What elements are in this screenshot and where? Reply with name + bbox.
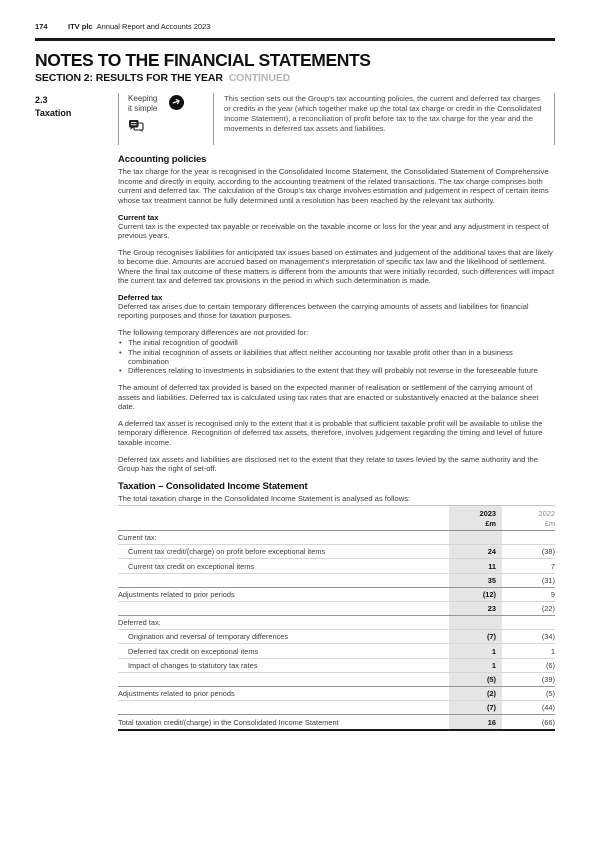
deferred-tax-p3: A deferred tax asset is recognised only to the extent that it is probable that sufficient taxable profit will be available to utilise the temporary difference. Recognition of deferred tax assets, therefore, involves judgement regarding the timing and level of future taxable income. xyxy=(118,419,543,447)
keeping-line2: it simple xyxy=(128,104,158,114)
table-row xyxy=(118,658,555,672)
running-header xyxy=(35,22,555,31)
table-row xyxy=(118,630,555,644)
header-label-cell xyxy=(118,506,449,531)
deferred-tax-heading: Deferred tax xyxy=(118,292,163,302)
deferred-tax-p4: Deferred tax assets and liabilities are disclosed net to the extent that they relate to taxes levied by the same authority and the Group has the right of set-off. xyxy=(118,454,539,474)
table-cell-2022: 7 xyxy=(502,559,555,573)
table-cell-2022 xyxy=(502,530,555,544)
table-cell-label xyxy=(118,573,449,587)
table-cell-2023: (7) xyxy=(449,630,502,644)
table-cell-label xyxy=(118,672,449,686)
note-summary: This section sets out the Group's tax accounting policies, the current and deferred tax charges or credits in the year (which together make up the total tax charge or credit in the Consolidated Income Statement), a reconciliation of profit before tax to the tax charge for the year and the movements in deferred tax assets and liabilities. xyxy=(213,93,555,145)
table-cell-label: Total taxation credit/(charge) in the Consolidated Income Statement xyxy=(118,715,449,730)
table-cell-2022: (31) xyxy=(502,573,555,587)
unit-2022: £m xyxy=(544,518,555,528)
continued-label: CONTINUED xyxy=(228,72,291,85)
table-cell-2022: (22) xyxy=(502,601,555,615)
note-number: 2.3 xyxy=(35,95,48,106)
table-cell-2022 xyxy=(502,616,555,630)
arrow-right-icon xyxy=(167,93,186,112)
section-subtitle xyxy=(35,72,555,84)
table-row xyxy=(118,545,555,559)
table-cell-2022: (44) xyxy=(502,701,555,715)
bullet-item: • The initial recognition of assets or liabilities that affect neither accounting nor taxable profit other than in a business combination xyxy=(118,348,555,367)
tax-table-body xyxy=(118,530,555,729)
current-tax-p2: The Group recognises liabilities for anticipated tax issues based on estimates and judgement of the additional taxes that are likely to become due. Amounts are accrued based on management's interpretation of specific tax law and the likelihood of settlement. Where the final tax outcome of these matters is different from the amounts that were initially recorded, such differences will impact the current tax and deferred tax provisions in the period in which such determination is made. xyxy=(118,247,555,286)
table-cell-2023 xyxy=(449,530,502,544)
table-cell-2023 xyxy=(449,616,502,630)
table-cell-label: Deferred tax credit on exceptional items xyxy=(118,644,449,658)
table-row xyxy=(118,687,555,701)
table-cell-2023: 24 xyxy=(449,545,502,559)
table-row xyxy=(118,715,555,730)
table-row xyxy=(118,701,555,715)
deferred-tax-p2: The amount of deferred tax provided is based on the expected manner of realisation or settlement of the carrying amount of assets and liabilities. Deferred tax is calculated using tax rates that are enacted or substantively enacted at the balance sheet date. xyxy=(118,383,539,412)
note-id xyxy=(35,93,118,145)
table-row xyxy=(118,616,555,630)
table-row xyxy=(118,573,555,587)
accounting-policies-heading: Accounting policies xyxy=(118,154,207,166)
table-cell-2023: (2) xyxy=(449,687,502,701)
page-number: 174 xyxy=(35,22,48,31)
body-column xyxy=(118,154,555,730)
page-title: NOTES TO THE FINANCIAL STATEMENTS xyxy=(35,50,371,70)
table-cell-label xyxy=(118,701,449,715)
bullet-item: • The initial recognition of goodwill xyxy=(118,338,555,347)
arrow-glyph: ➔ xyxy=(170,95,183,110)
table-row xyxy=(118,587,555,601)
table-cell-2023: 11 xyxy=(449,559,502,573)
table-header-row xyxy=(118,506,555,531)
table-cell-label: Current tax credit/(charge) on profit before exceptional items xyxy=(118,545,449,559)
current-tax-p1: Current tax is the expected tax payable or receivable on the taxable income or loss for the year and any adjustment in respect of previous years. xyxy=(118,221,549,240)
report-title: Annual Report and Accounts 2023 xyxy=(96,22,211,31)
table-cell-2023: 23 xyxy=(449,601,502,615)
table-cell-2022: (39) xyxy=(502,672,555,686)
deferred-tax-list-intro: The following temporary differences are not provided for: xyxy=(118,328,309,338)
taxation-table xyxy=(118,505,555,730)
keeping-it-simple-box xyxy=(118,93,213,145)
table-cell-label: Origination and reversal of temporary differences xyxy=(118,630,449,644)
table-cell-2023: 35 xyxy=(449,573,502,587)
keeping-it-simple-label xyxy=(128,94,157,145)
brand-name: ITV plc xyxy=(68,22,93,31)
year-2023: 2023 xyxy=(479,509,496,519)
header-2022-cell xyxy=(502,506,555,531)
table-row xyxy=(118,644,555,658)
header-rule xyxy=(35,38,555,41)
table-cell-2023: (7) xyxy=(449,701,502,715)
table-row xyxy=(118,672,555,686)
table-cell-2022: 1 xyxy=(502,644,555,658)
unit-2023: £m xyxy=(485,518,496,528)
table-cell-2022: (66) xyxy=(502,715,555,730)
table-cell-2022: (6) xyxy=(502,658,555,672)
note-intro-band xyxy=(35,93,555,145)
table-row xyxy=(118,601,555,615)
table-cell-label: Current tax credit on exceptional items xyxy=(118,559,449,573)
deferred-tax-p1: Deferred tax arises due to certain temporary differences between the carrying amounts of assets and liabilities for financial reporting purposes and those for taxation purposes. xyxy=(118,301,529,321)
table-cell-2023: (5) xyxy=(449,672,502,686)
table-cell-label: Adjustments related to prior periods xyxy=(118,587,449,601)
income-statement-heading: Taxation – Consolidated Income Statement xyxy=(118,481,308,493)
table-cell-2022: (38) xyxy=(502,545,555,559)
table-cell-2023: (12) xyxy=(449,587,502,601)
table-cell-2022: (34) xyxy=(502,630,555,644)
table-cell-label: Adjustments related to prior periods xyxy=(118,687,449,701)
table-cell-2023: 1 xyxy=(449,644,502,658)
table-cell-2023: 1 xyxy=(449,658,502,672)
table-row xyxy=(118,559,555,573)
table-cell-label: Impact of changes to statutory tax rates xyxy=(118,658,449,672)
keeping-line1: Keeping xyxy=(128,94,158,104)
speech-bubbles-icon xyxy=(128,119,157,137)
table-cell-label xyxy=(118,601,449,615)
bullet-item: • Differences relating to investments in subsidiaries to the extent that they will probably not reverse in the foreseeable future xyxy=(118,366,555,375)
table-cell-label: Current tax: xyxy=(118,530,449,544)
table-cell-label: Deferred tax: xyxy=(118,616,449,630)
table-cell-2023: 16 xyxy=(449,715,502,730)
accounting-policies-intro: The tax charge for the year is recognised in the Consolidated Income Statement, the Consolidated Statement of Comprehensive Income and directly in equity, according to the accounting treatment of the related transactions. The tax charge comprises both current and deferred tax. The calculation of the Group's tax charge involves estimation and judgement in respect of certain items whose tax treatment cannot be fully determined until a resolution has been reached by the relevant tax authority. xyxy=(118,167,549,205)
header-2023-cell xyxy=(449,506,502,531)
current-tax-heading: Current tax xyxy=(118,212,159,222)
deferred-tax-bullet-list xyxy=(118,338,555,376)
section-label: SECTION 2: RESULTS FOR THE YEAR xyxy=(35,72,223,85)
year-2022: 2022 xyxy=(538,509,555,519)
table-row xyxy=(118,530,555,544)
income-statement-intro: The total taxation charge in the Consolidated Income Statement is analysed as follows: xyxy=(118,494,411,504)
table-cell-2022: 9 xyxy=(502,587,555,601)
table-cell-2022: (5) xyxy=(502,687,555,701)
note-name: Taxation xyxy=(35,107,72,118)
